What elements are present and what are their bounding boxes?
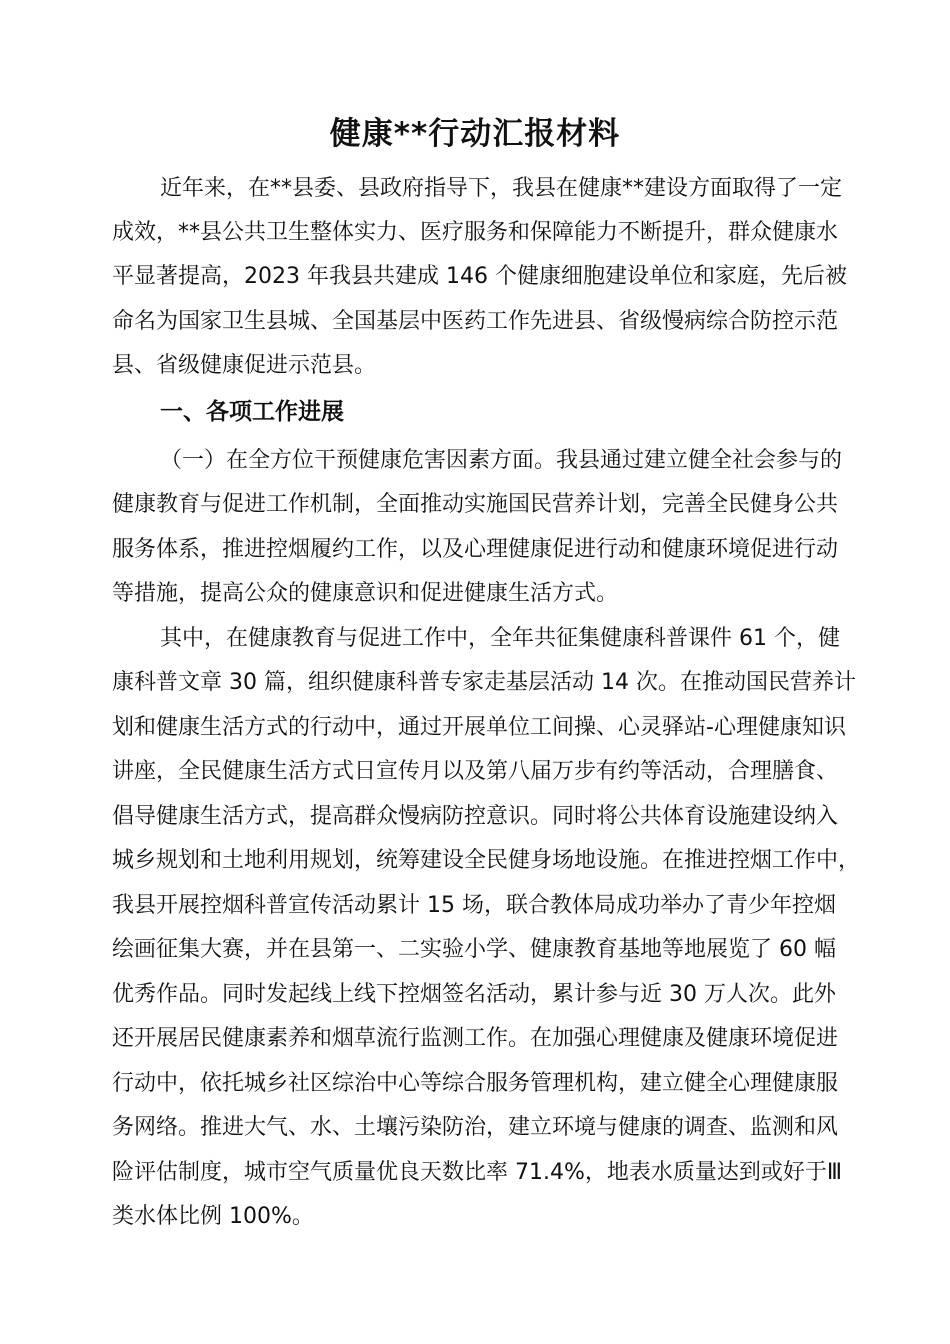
details-line-11: 行动中，依托城乡社区综治中心等综合服务管理机构，建立健全心理健康服	[112, 1071, 839, 1096]
details-line-1: 其中，在健康教育与促进工作中，全年共征集健康科普课件 61 个，健	[160, 626, 840, 651]
details-line-12: 务网络。推进大气、水、土壤污染防治，建立环境与健康的调查、监测和风	[112, 1115, 839, 1140]
intro-line-5: 县、省级健康促进示范县。	[112, 353, 377, 378]
details-line-8: 绘画征集大赛，并在县第一、二实验小学、健康教育基地等地展览了 60 幅	[112, 937, 836, 962]
details-line-9: 优秀作品。同时发起线上线下控烟签名活动，累计参与近 30 万人次。此外	[112, 982, 836, 1007]
details-line-7: 我县开展控烟科普宣传活动累计 15 场，联合教体局成功举办了青少年控烟	[112, 893, 836, 918]
subsection-line-3: 服务体系，推进控烟履约工作，以及心理健康促进行动和健康环境促进行动	[112, 537, 839, 562]
intro-line-1: 近年来，在**县委、县政府指导下，我县在健康**建设方面取得了一定	[160, 176, 843, 201]
intro-line-4: 命名为国家卫生县城、全国基层中医药工作先进县、省级慢病综合防控示范	[112, 309, 839, 334]
subsection-line-4: 等措施，提高公众的健康意识和促进健康生活方式。	[112, 581, 619, 606]
subsection-line-2: 健康教育与促进工作机制，全面推动实施国民营养计划，完善全民健身公共	[112, 492, 839, 517]
details-line-2: 康科普文章 30 篇，组织健康科普专家走基层活动 14 次。在推动国民营养计	[112, 670, 856, 695]
details-line-3: 划和健康生活方式的行动中，通过开展单位工间操、心灵驿站-心理健康知识	[112, 715, 846, 740]
document-title: 健康**行动汇报材料	[329, 116, 621, 152]
details-line-4: 讲座，全民健康生活方式日宣传月以及第八届万步有约等活动，合理膳食、	[112, 759, 839, 784]
details-line-6: 城乡规划和土地利用规划，统筹建设全民健身场地设施。在推进控烟工作中，	[112, 848, 861, 873]
details-line-10: 还开展居民健康素养和烟草流行监测工作。在加强心理健康及健康环境促进	[112, 1026, 839, 1051]
details-line-5: 倡导健康生活方式，提高群众慢病防控意识。同时将公共体育设施建设纳入	[112, 804, 839, 829]
details-line-13: 险评估制度，城市空气质量优良天数比率 71.4%，地表水质量达到或好于Ⅲ	[112, 1160, 843, 1185]
subsection-line-1: （一）在全方位干预健康危害因素方面。我县通过建立健全社会参与的	[160, 448, 843, 473]
section-heading: 一、各项工作进展	[160, 399, 344, 425]
intro-line-2: 成效，**县公共卫生整体实力、医疗服务和保障能力不断提升，群众健康水	[112, 220, 839, 245]
intro-line-3: 平显著提高，2023 年我县共建成 146 个健康细胞建设单位和家庭，先后被	[112, 264, 847, 289]
details-line-14: 类水体比例 100%。	[112, 1204, 314, 1229]
